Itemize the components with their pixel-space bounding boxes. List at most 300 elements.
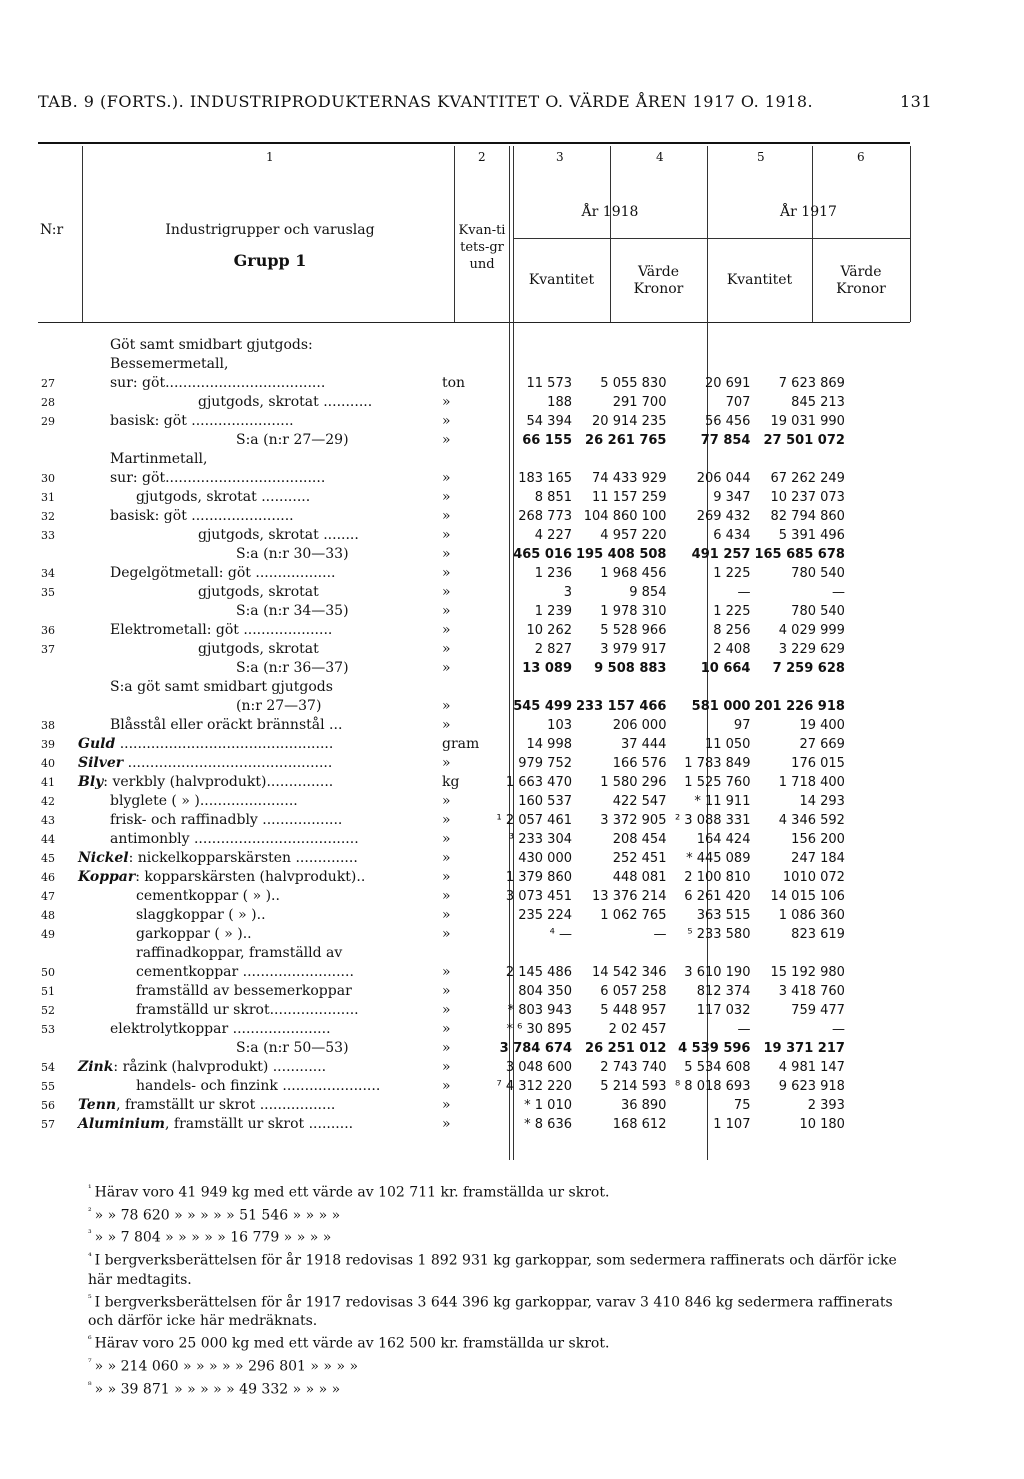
value-1918: [574, 488, 668, 507]
row-description: [72, 830, 440, 849]
row-unit-text: »: [442, 983, 451, 999]
page-header: [38, 92, 938, 111]
value-1917-text: 5 391 496: [778, 528, 845, 543]
value-1917: [752, 640, 846, 659]
qty-1918: [490, 450, 574, 469]
row-number: [24, 697, 72, 716]
qty-1917-text: ⁸ 8 018 693: [674, 1079, 751, 1094]
table-row: [24, 1058, 847, 1077]
footnote: [38, 1354, 910, 1377]
footnote: [38, 1225, 910, 1248]
value-1917: [752, 545, 846, 564]
value-1917: [752, 925, 846, 944]
qty-1917-text: * 11 911: [694, 794, 751, 809]
row-description-text: S:a (n:r 34—35): [236, 603, 349, 619]
row-description-text: framställd av bessemerkoppar: [136, 983, 352, 999]
qty-1918: [490, 716, 574, 735]
row-unit-text: »: [442, 394, 451, 410]
qty-1918: [490, 412, 574, 431]
row-number: [24, 374, 72, 393]
qty-1918-text: 13 089: [522, 661, 572, 676]
value-1917: [752, 374, 846, 393]
row-unit: [440, 1039, 490, 1058]
qty-1917-text: 97: [733, 718, 751, 733]
value-1918: [574, 545, 668, 564]
qty-1918-text: ⁴ —: [549, 927, 572, 942]
qty-1917: [668, 374, 752, 393]
qty-1917: [668, 849, 752, 868]
table-row: [24, 640, 847, 659]
row-number-text: 56: [41, 1099, 55, 1112]
row-unit-text: »: [442, 964, 451, 980]
value-1917-text: 176 015: [791, 756, 845, 771]
value-1917-text: 1010 072: [782, 870, 845, 885]
table-row: [24, 488, 847, 507]
row-description: [72, 659, 440, 678]
value-1917: [752, 336, 846, 355]
qty-1918: [490, 792, 574, 811]
row-description: [72, 792, 440, 811]
value-1918: [574, 640, 668, 659]
row-description-text: Bessemermetall,: [110, 356, 229, 372]
qty-1917: [668, 336, 752, 355]
footnote-mark: ⁶: [88, 1335, 92, 1346]
qty-1918-text: 545 499: [513, 699, 572, 714]
qty-1918-text: 1 236: [534, 566, 572, 581]
qty-1917: [668, 355, 752, 374]
value-1918-text: 13 376 214: [592, 889, 667, 904]
row-description: [72, 697, 440, 716]
footnote-text: » » 7 804 » » » » » 16 779 » » » »: [94, 1229, 332, 1246]
row-description-text: Nickel: nickelkopparskärsten ..............: [78, 850, 358, 866]
qty-1917-text: 581 000: [691, 699, 751, 714]
qty-1917-text: ⁵ 233 580: [687, 927, 751, 942]
row-number: [24, 621, 72, 640]
row-description: [72, 944, 440, 963]
row-description-text: S:a göt samt smidbart gjutgods: [110, 679, 333, 695]
qty-1918: [490, 602, 574, 621]
row-description-text: Guld ................................................: [78, 736, 334, 752]
row-number-text: 49: [41, 928, 55, 941]
row-description: [72, 412, 440, 431]
row-description: [72, 716, 440, 735]
value-1917-text: 19 400: [799, 718, 845, 733]
row-description: [72, 1115, 440, 1134]
row-description-text: handels- och finzink ......................: [136, 1078, 381, 1094]
row-description: [72, 640, 440, 659]
table-row: [24, 336, 847, 355]
value-1917: [752, 469, 846, 488]
qty-1918: [490, 925, 574, 944]
value-unit: Kronor: [633, 281, 684, 297]
row-unit-text: »: [442, 1116, 451, 1132]
value-1917-text: 4 029 999: [778, 623, 845, 638]
year-1917-header: År 1917: [780, 204, 837, 220]
footnote: [38, 1290, 910, 1332]
value-1918: [574, 374, 668, 393]
table-row: [24, 602, 847, 621]
row-unit: [440, 963, 490, 982]
row-number-text: 45: [41, 852, 55, 865]
row-unit-text: »: [442, 413, 451, 429]
table-row: [24, 526, 847, 545]
value-1918: [574, 412, 668, 431]
row-description: [72, 621, 440, 640]
row-number: [24, 1096, 72, 1115]
table-row: [24, 1039, 847, 1058]
value-1918: [574, 1039, 668, 1058]
footnote-text: Härav voro 25 000 kg med ett värde av 162 500 kr. framställda ur skrot.: [94, 1335, 610, 1352]
value-1918-text: 5 214 593: [600, 1079, 667, 1094]
row-unit-text: »: [442, 1059, 451, 1075]
row-description: [72, 1001, 440, 1020]
qty-1917: [668, 431, 752, 450]
value-1917: [752, 507, 846, 526]
value-1918-text: 5 448 957: [600, 1003, 667, 1018]
qty-1917-text: 2 408: [713, 642, 751, 657]
table-row: [24, 412, 847, 431]
row-number-text: 38: [41, 719, 55, 732]
qty-1918: [490, 887, 574, 906]
value-1917: [752, 697, 846, 716]
row-number: [24, 944, 72, 963]
value-1917: [752, 393, 846, 412]
qty-1917-text: 363 515: [696, 908, 751, 923]
row-number-text: 52: [41, 1004, 55, 1017]
row-number-text: 44: [41, 833, 55, 846]
row-unit-text: »: [442, 470, 451, 486]
row-number: [24, 811, 72, 830]
value-1917: [752, 792, 846, 811]
row-unit-text: »: [442, 831, 451, 847]
qty-1918: [490, 336, 574, 355]
qty-1917: [668, 545, 752, 564]
qty-1918: [490, 678, 574, 697]
row-number-text: 46: [41, 871, 55, 884]
value-1917: [752, 355, 846, 374]
value-1917-text: 201 226 918: [754, 699, 845, 714]
table-row: [24, 1020, 847, 1039]
row-number: [24, 735, 72, 754]
value-1918-text: 1 580 296: [600, 775, 667, 790]
col-number: 6: [857, 150, 865, 164]
qty-1918: [490, 659, 574, 678]
data-table: [24, 336, 847, 1134]
qty-1918: [490, 1077, 574, 1096]
table-row: [24, 982, 847, 1001]
qty-1917-text: 1 225: [713, 566, 751, 581]
qty-1917-text: 707: [725, 395, 751, 410]
row-unit-text: »: [442, 717, 451, 733]
col-number: 4: [656, 150, 664, 164]
table-row: [24, 925, 847, 944]
qty-1918: [490, 583, 574, 602]
footnote: [38, 1180, 910, 1203]
table-row: [24, 887, 847, 906]
value-1918: [574, 450, 668, 469]
row-description-text: S:a (n:r 50—53): [236, 1040, 349, 1056]
qty-1917: [668, 678, 752, 697]
table-row: [24, 963, 847, 982]
value-1917-text: 823 619: [791, 927, 845, 942]
qty-1917: [668, 393, 752, 412]
row-number: [24, 602, 72, 621]
value-1917-text: 15 192 980: [770, 965, 845, 980]
year-divider: [513, 238, 910, 239]
row-number: [24, 1058, 72, 1077]
value-1918: [574, 868, 668, 887]
value-1917: [752, 830, 846, 849]
qty-1918-text: * ⁶ 30 895: [506, 1022, 572, 1037]
qty-1918: [490, 868, 574, 887]
qty-1917: [668, 1001, 752, 1020]
row-description: [72, 754, 440, 773]
row-description-text: slaggkoppar ( » )..: [136, 907, 266, 923]
row-unit: [440, 640, 490, 659]
footnote-mark: ⁵: [88, 1293, 92, 1304]
qty-1917-text: —: [737, 585, 751, 600]
row-unit: [440, 488, 490, 507]
row-number-text: 55: [41, 1080, 55, 1093]
row-number-text: 36: [41, 624, 55, 637]
col-divider: [910, 146, 911, 322]
value-1917-text: 780 540: [791, 604, 845, 619]
value-1918: [574, 1096, 668, 1115]
qty-1918-text: 3 048 600: [505, 1060, 572, 1075]
qty-1917-text: 5 534 608: [684, 1060, 751, 1075]
row-description-text: sur: göt....................................: [110, 470, 326, 486]
qty-1917: [668, 1115, 752, 1134]
row-description: [72, 336, 440, 355]
row-number-text: 42: [41, 795, 55, 808]
value-1917: [752, 1077, 846, 1096]
qty-1918: [490, 1039, 574, 1058]
qty-1917-text: 4 539 596: [678, 1041, 751, 1056]
row-description-text: frisk- och raffinadbly ..................: [110, 812, 343, 828]
value-1918: [574, 811, 668, 830]
footnote-text: » » 214 060 » » » » » 296 801 » » » »: [94, 1358, 359, 1375]
row-description-text: S:a (n:r 36—37): [236, 660, 349, 676]
qty-1917: [668, 716, 752, 735]
table-row: [24, 735, 847, 754]
qty-1918: [490, 1115, 574, 1134]
qty-1918: [490, 640, 574, 659]
row-unit: [440, 659, 490, 678]
row-unit: [440, 469, 490, 488]
row-number: [24, 792, 72, 811]
row-unit: [440, 1096, 490, 1115]
qty-1918: [490, 963, 574, 982]
qty-1917: [668, 1096, 752, 1115]
row-unit: [440, 602, 490, 621]
row-description-text: antimonbly .....................................: [110, 831, 359, 847]
row-unit: [440, 507, 490, 526]
row-unit: [440, 564, 490, 583]
qty-1918-text: 1 663 470: [505, 775, 572, 790]
row-unit: [440, 1001, 490, 1020]
row-unit-text: »: [442, 850, 451, 866]
row-number-text: 50: [41, 966, 55, 979]
table-row: [24, 944, 847, 963]
value-1918: [574, 1058, 668, 1077]
col-divider: [454, 146, 455, 322]
row-description: [72, 526, 440, 545]
qty-1918: [490, 811, 574, 830]
row-unit: [440, 906, 490, 925]
table-row: [24, 431, 847, 450]
row-unit-text: »: [442, 907, 451, 923]
qty-1917: [668, 640, 752, 659]
value-1918: [574, 355, 668, 374]
row-description: [72, 678, 440, 697]
value-1917: [752, 1001, 846, 1020]
qty-1917-text: 11 050: [704, 737, 751, 752]
row-description: [72, 735, 440, 754]
row-number: [24, 450, 72, 469]
row-number-text: 31: [41, 491, 55, 504]
value-1917: [752, 754, 846, 773]
header-bottom-rule: [38, 322, 910, 323]
qty-1918-text: 235 224: [518, 908, 572, 923]
row-number-text: 29: [41, 415, 55, 428]
qty-1918-text: ³ 233 304: [508, 832, 572, 847]
qty-1917: [668, 754, 752, 773]
row-number-text: 32: [41, 510, 55, 523]
row-unit: [440, 697, 490, 716]
col-number: 2: [478, 150, 486, 164]
value-1917-text: 4 981 147: [778, 1060, 845, 1075]
row-unit-text: »: [442, 432, 451, 448]
page-number: 131: [900, 92, 933, 111]
row-description: [72, 982, 440, 1001]
qty-1917-text: 56 456: [704, 414, 751, 429]
row-unit-text: »: [442, 926, 451, 942]
table-row: [24, 1077, 847, 1096]
value-1917: [752, 773, 846, 792]
value-1918: [574, 944, 668, 963]
row-unit-text: ton: [442, 375, 466, 391]
row-description-text: Blåsstål eller oräckt brännstål ...: [110, 717, 343, 733]
row-description-text: basisk: göt .......................: [110, 508, 294, 524]
value-1918: [574, 982, 668, 1001]
value-1917-text: 780 540: [791, 566, 845, 581]
row-description: [72, 583, 440, 602]
value-1918: [574, 659, 668, 678]
qty-1918-text: 66 155: [522, 433, 572, 448]
value-1917-text: 247 184: [791, 851, 845, 866]
row-unit: [440, 1077, 490, 1096]
value-1918: [574, 963, 668, 982]
qty-1917: [668, 887, 752, 906]
table-row: [24, 716, 847, 735]
row-description: [72, 1077, 440, 1096]
row-description-text: Koppar: kopparskärsten (halvprodukt)..: [78, 869, 366, 885]
row-unit-text: »: [442, 888, 451, 904]
value-1918: [574, 697, 668, 716]
value-1918: [574, 526, 668, 545]
row-description: [72, 773, 440, 792]
value-1918-text: 166 576: [612, 756, 667, 771]
table-row: [24, 754, 847, 773]
value-1917-text: 7 259 628: [772, 661, 845, 676]
value-1918: [574, 336, 668, 355]
row-description: [72, 868, 440, 887]
row-description: [72, 887, 440, 906]
year-1918-header: År 1918: [581, 204, 639, 220]
value-1918-text: 233 157 466: [576, 699, 667, 714]
value-1917-text: 2 393: [807, 1098, 845, 1113]
value-1918: [574, 393, 668, 412]
table-row: [24, 678, 847, 697]
qty-1917: [668, 488, 752, 507]
value-1917-text: 82 794 860: [770, 509, 845, 524]
row-description-text: gjutgods, skrotat: [198, 584, 319, 600]
qty-1918-text: 8 851: [534, 490, 572, 505]
value-1918-text: 74 433 929: [592, 471, 667, 486]
row-description-text: Martinmetall,: [110, 451, 208, 467]
value-1917: [752, 526, 846, 545]
footnote-text: I bergverksberättelsen för år 1918 redovisas 1 892 931 kg garkoppar, som sedermera raffinerats och därför icke här medtagits.: [88, 1252, 897, 1288]
value-1918-text: 3 979 917: [600, 642, 667, 657]
table-body: [24, 336, 847, 1134]
qty-1918-text: 2 145 486: [505, 965, 572, 980]
row-unit-text: »: [442, 489, 451, 505]
row-description: [72, 355, 440, 374]
value-1917: [752, 678, 846, 697]
qty-1918-text: 160 537: [518, 794, 572, 809]
value-1917-text: 19 031 990: [770, 414, 845, 429]
qty-1917: [668, 697, 752, 716]
qty-1917-text: 77 854: [700, 433, 751, 448]
value-1917-text: 14 293: [799, 794, 845, 809]
row-number: [24, 849, 72, 868]
qty-1917: [668, 659, 752, 678]
row-description-text: Silver ..............................................: [78, 755, 333, 771]
qty-1917: [668, 944, 752, 963]
row-number: [24, 431, 72, 450]
row-description: [72, 906, 440, 925]
row-description: [72, 393, 440, 412]
value-1918-text: —: [653, 927, 667, 942]
unit-header: Kvan-titets-grund: [458, 223, 506, 272]
footnote-mark: ⁴: [88, 1251, 92, 1262]
value-1917-text: 3 418 760: [778, 984, 845, 999]
row-description: [72, 450, 440, 469]
value-1917-text: 156 200: [791, 832, 845, 847]
qty-1918-text: 268 773: [518, 509, 572, 524]
footnote-text: » » 78 620 » » » » » 51 546 » » » »: [94, 1207, 341, 1224]
value-1917-text: 845 213: [791, 395, 845, 410]
value-1917-text: 1 718 400: [778, 775, 845, 790]
row-number: [24, 868, 72, 887]
value-1918: [574, 1077, 668, 1096]
qty-1918-text: 3 073 451: [505, 889, 572, 904]
qty-1918: [490, 507, 574, 526]
row-unit-text: gram: [442, 736, 480, 752]
row-description-text: Göt samt smidbart gjutgods:: [110, 337, 313, 353]
value-1918-text: 26 261 765: [585, 433, 667, 448]
row-description-text: S:a (n:r 30—33): [236, 546, 349, 562]
row-description: [72, 488, 440, 507]
row-number: [24, 773, 72, 792]
qty-1918-text: 979 752: [518, 756, 572, 771]
qty-1918-text: 183 165: [518, 471, 572, 486]
value-1917: [752, 621, 846, 640]
qty-1918-text: 188: [547, 395, 572, 410]
row-description: [72, 545, 440, 564]
row-number-text: 41: [41, 776, 55, 789]
row-unit-text: »: [442, 1097, 451, 1113]
